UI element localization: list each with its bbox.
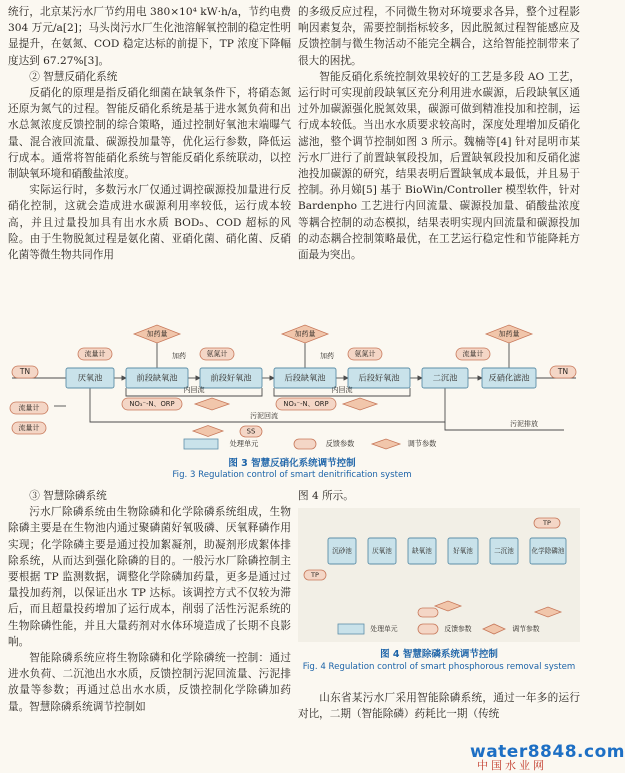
figure-3-caption-cn: 图 3 智慧反硝化系统调节控制 <box>228 458 356 469</box>
fig4-tp-out-label: TP <box>543 519 551 527</box>
sludge-discharge-line <box>445 422 564 430</box>
left-column-bottom <box>8 488 291 715</box>
fig3-flowmeter-3-label: 流量计 <box>18 424 40 432</box>
fig3-ammonia-1-label: 氨氮计 <box>206 350 228 358</box>
fig4-unit-4-label: 二沉池 <box>494 547 514 555</box>
fig3-ammonia-2-label: 氨氮计 <box>354 350 376 358</box>
fig3-unit-1-label: 前段缺氧池 <box>136 372 178 383</box>
fig4-unit-2-label: 缺氧池 <box>412 547 432 555</box>
fig3-no-orp-2-label: NO₃⁻-N、ORP <box>283 400 329 408</box>
figure-4-caption-cn: 图 4 智慧除磷系统调节控制 <box>380 649 498 660</box>
figure-4-caption-en: Fig. 4 Regulation control of smart phosphorous removal system <box>302 662 576 672</box>
fig3-adjust-3 <box>193 426 223 437</box>
figure-4-phosphorus-diagram <box>298 508 580 642</box>
fig3-sludge-discharge-label: 污泥排放 <box>510 420 538 428</box>
fig3-unit-6-label: 反硝化滤池 <box>488 372 530 383</box>
section-heading-denitrification: ② 智慧反硝化系统 <box>29 70 118 83</box>
fig3-ss-label: SS <box>246 427 256 436</box>
fig4-legend-unit-swatch <box>338 624 364 634</box>
fig3-tn-in-label: TN <box>19 367 31 376</box>
fig3-dosing-label-1: 加药 <box>172 352 186 360</box>
paragraph-carbon-dosing: 实际运行时，多数污水厂仅通过调控碳源投加量进行反硝化控制，这就会造成进水碳源利用率较低，运行成本较高，并且过量投加具有出水水质 BOD₅、COD 超标的风险。由于生物脱氮过程是氨化菌、亚硝化菌、硝化菌、反硝化菌等微生物共同作用 <box>8 184 291 262</box>
watermark-logo: water8848.com <box>470 742 625 762</box>
fig3-flowmeter-1-label: 流量计 <box>84 350 106 358</box>
fig3-unit-3-label: 后段缺氧池 <box>284 372 326 383</box>
fig4-legend-adjust-label: 调节参数 <box>512 625 540 633</box>
paragraph-figure-4-ref: 图 4 所示。 <box>298 490 354 502</box>
paragraph-smart-phosphorus: 智能除磷系统应将生物除磷和化学除磷统一控制：通过进水负荷、二沉池出水水质，反馈控制污泥回流量、污泥排放量等参数；再通过总出水水质，反馈控制化学除磷加药量。智慧除磷系统调节控制如 <box>8 652 291 713</box>
fig3-internal-return-label-1: 内回流 <box>183 386 205 394</box>
fig3-no-orp-1-label: NO₃⁻-N、ORP <box>129 400 175 408</box>
fig3-unit-0-label: 厌氧池 <box>77 372 103 383</box>
right-column-bottom <box>298 488 580 504</box>
legend-adjust-label: 调节参数 <box>407 439 437 448</box>
legend-unit-label: 处理单元 <box>229 439 259 448</box>
paragraph-denitrification-principle: 反硝化的原理是指反硝化细菌在缺氧条件下，将硝态氮还原为氮气的过程。智能反硝化系统是基于进水氮负荷和出水总氮浓度反馈控制的综合策略，通过控制好氧池末端曝气量、混合液回流量、碳源投加量等，优化运行参数，降低运行成本。通常将智能硝化系统与智能反硝化系统联动，以控制缺氧环境和硝酸盐浓度。 <box>8 87 291 181</box>
fig3-unit-5-label: 二沉池 <box>432 372 458 383</box>
legend-adjust-swatch <box>372 439 400 449</box>
left-column-top <box>8 4 291 263</box>
paragraph-multistage-ao: 智能反硝化系统控制效果较好的工艺是多段 AO 工艺，运行时可实现前段缺氧区充分利用进水碳源，后段缺氧区通过外加碳源强化脱氮效果，碳源可做到精准投加和控制，运行成本较低。当出水水质要求较高时，深度处理增加反硝化滤池，整个调节控制如图 3 所示。魏楠等[4] 针对昆明市某污水厂进行了前置缺氧段投加，后置缺氧段投加和反硝化滤池投加碳源的研究，结果表明后置缺氧成本最低，并且易于控制。孙月娣[5] 基于 BioWin/Controller 模型软件，针对 Bardenpho 工艺进行内回流量、碳源投加量、硝酸盐浓度等耦合控制的动态模拟，结果表明实现内回流量和碳源投加的动态耦合控制策略最优，在工艺运行稳定性和节能降耗方面最为突出。 <box>298 70 580 262</box>
fig4-unit-5-label: 化学除磷池 <box>531 547 565 555</box>
figure-3-denitrification-diagram <box>4 312 580 452</box>
fig4-unit-3-label: 好氧池 <box>453 547 473 555</box>
paragraph-phosphorus-system: 污水厂除磷系统由生物除磷和化学除磷系统组成，生物除磷主要是在生物池内通过聚磷菌好氧吸磷、厌氧释磷作用实现；化学除磷主要是通过投加絮凝剂，助凝剂形成絮体排除系统，从而达到强化除磷的目的。一般污水厂除磷控制主要根据 TP 监测数据，调整化学除磷加药量，更多是通过过量投加药剂，以保证出水 TP 达标。该调控方式不仅较为滞后，而且超量投药增加了运行成本，削弱了活性污泥系统的生物除磷性能，并且大量药剂对水体环境造成了长期不良影响。 <box>8 506 291 648</box>
fig3-flowmeter-2-label: 流量计 <box>462 350 484 358</box>
fig3-dosing-3-label: 加药量 <box>498 330 520 338</box>
fig3-adjust-1 <box>195 398 229 410</box>
fig3-sludge-return-label: 污泥回流 <box>250 412 278 420</box>
right-column-top <box>298 4 580 263</box>
paragraph-shandong-plant: 山东省某污水厂采用智能除磷系统，通过一年多的运行对比，二期（智能除磷）药耗比一期（传统 <box>298 692 580 721</box>
fig3-dosing-label-2: 加药 <box>320 352 334 360</box>
fig4-legend-feedback-swatch <box>418 624 438 634</box>
fig3-dosing-2-label: 加药量 <box>294 330 316 338</box>
legend-feedback-swatch <box>294 439 316 449</box>
fig4-legend-feedback-label: 反馈参数 <box>444 625 472 633</box>
paragraph-multistage-reaction: 的多级反应过程，不同微生物对环境要求各异，整个过程影响因素复杂，需要控制指标较多，因此脱氮过程智能感应及反馈控制与微生物活动不能完全耦合，这给智能控制带来了很大的困扰。 <box>298 6 580 67</box>
fig4-legend-unit-label: 处理单元 <box>370 625 398 633</box>
fig3-tn-out-label: TN <box>557 367 569 376</box>
fig4-feedback-1 <box>418 608 438 617</box>
legend-feedback-label: 反馈参数 <box>325 439 355 448</box>
figure-3-caption-en: Fig. 3 Regulation control of smart denitrification system <box>172 470 412 480</box>
fig3-internal-return-label-2: 内回流 <box>331 386 353 394</box>
right-column-last <box>298 690 580 722</box>
section-heading-phosphorus: ③ 智慧除磷系统 <box>29 490 107 502</box>
fig4-unit-1-label: 厌氧池 <box>372 547 392 555</box>
fig3-dosing-1-label: 加药量 <box>146 330 168 338</box>
fig3-unit-4-label: 后段好氧池 <box>358 372 400 383</box>
fig3-flowmeter-in-label: 流量计 <box>18 404 40 412</box>
legend-unit-swatch <box>184 439 218 449</box>
watermark-logo-cn: 中国水业网 <box>477 759 547 772</box>
fig3-adjust-2 <box>343 398 377 410</box>
fig3-unit-2-label: 前段好氧池 <box>210 372 252 383</box>
fig4-unit-0-label: 沉砂池 <box>332 547 352 555</box>
fig4-tp-in-label: TP <box>311 571 319 579</box>
paragraph-energy-savings: 统行，北京某污水厂节约用电 380×10⁴ kW·h/a，节约电费 304 万元/a[2]；马头岗污水厂生化池溶解氧控制的稳定性明显提升，在氨氮、COD 稳定达标的前提下，TP 浓度下降幅度达到 67.27%[3]。 <box>8 6 291 67</box>
